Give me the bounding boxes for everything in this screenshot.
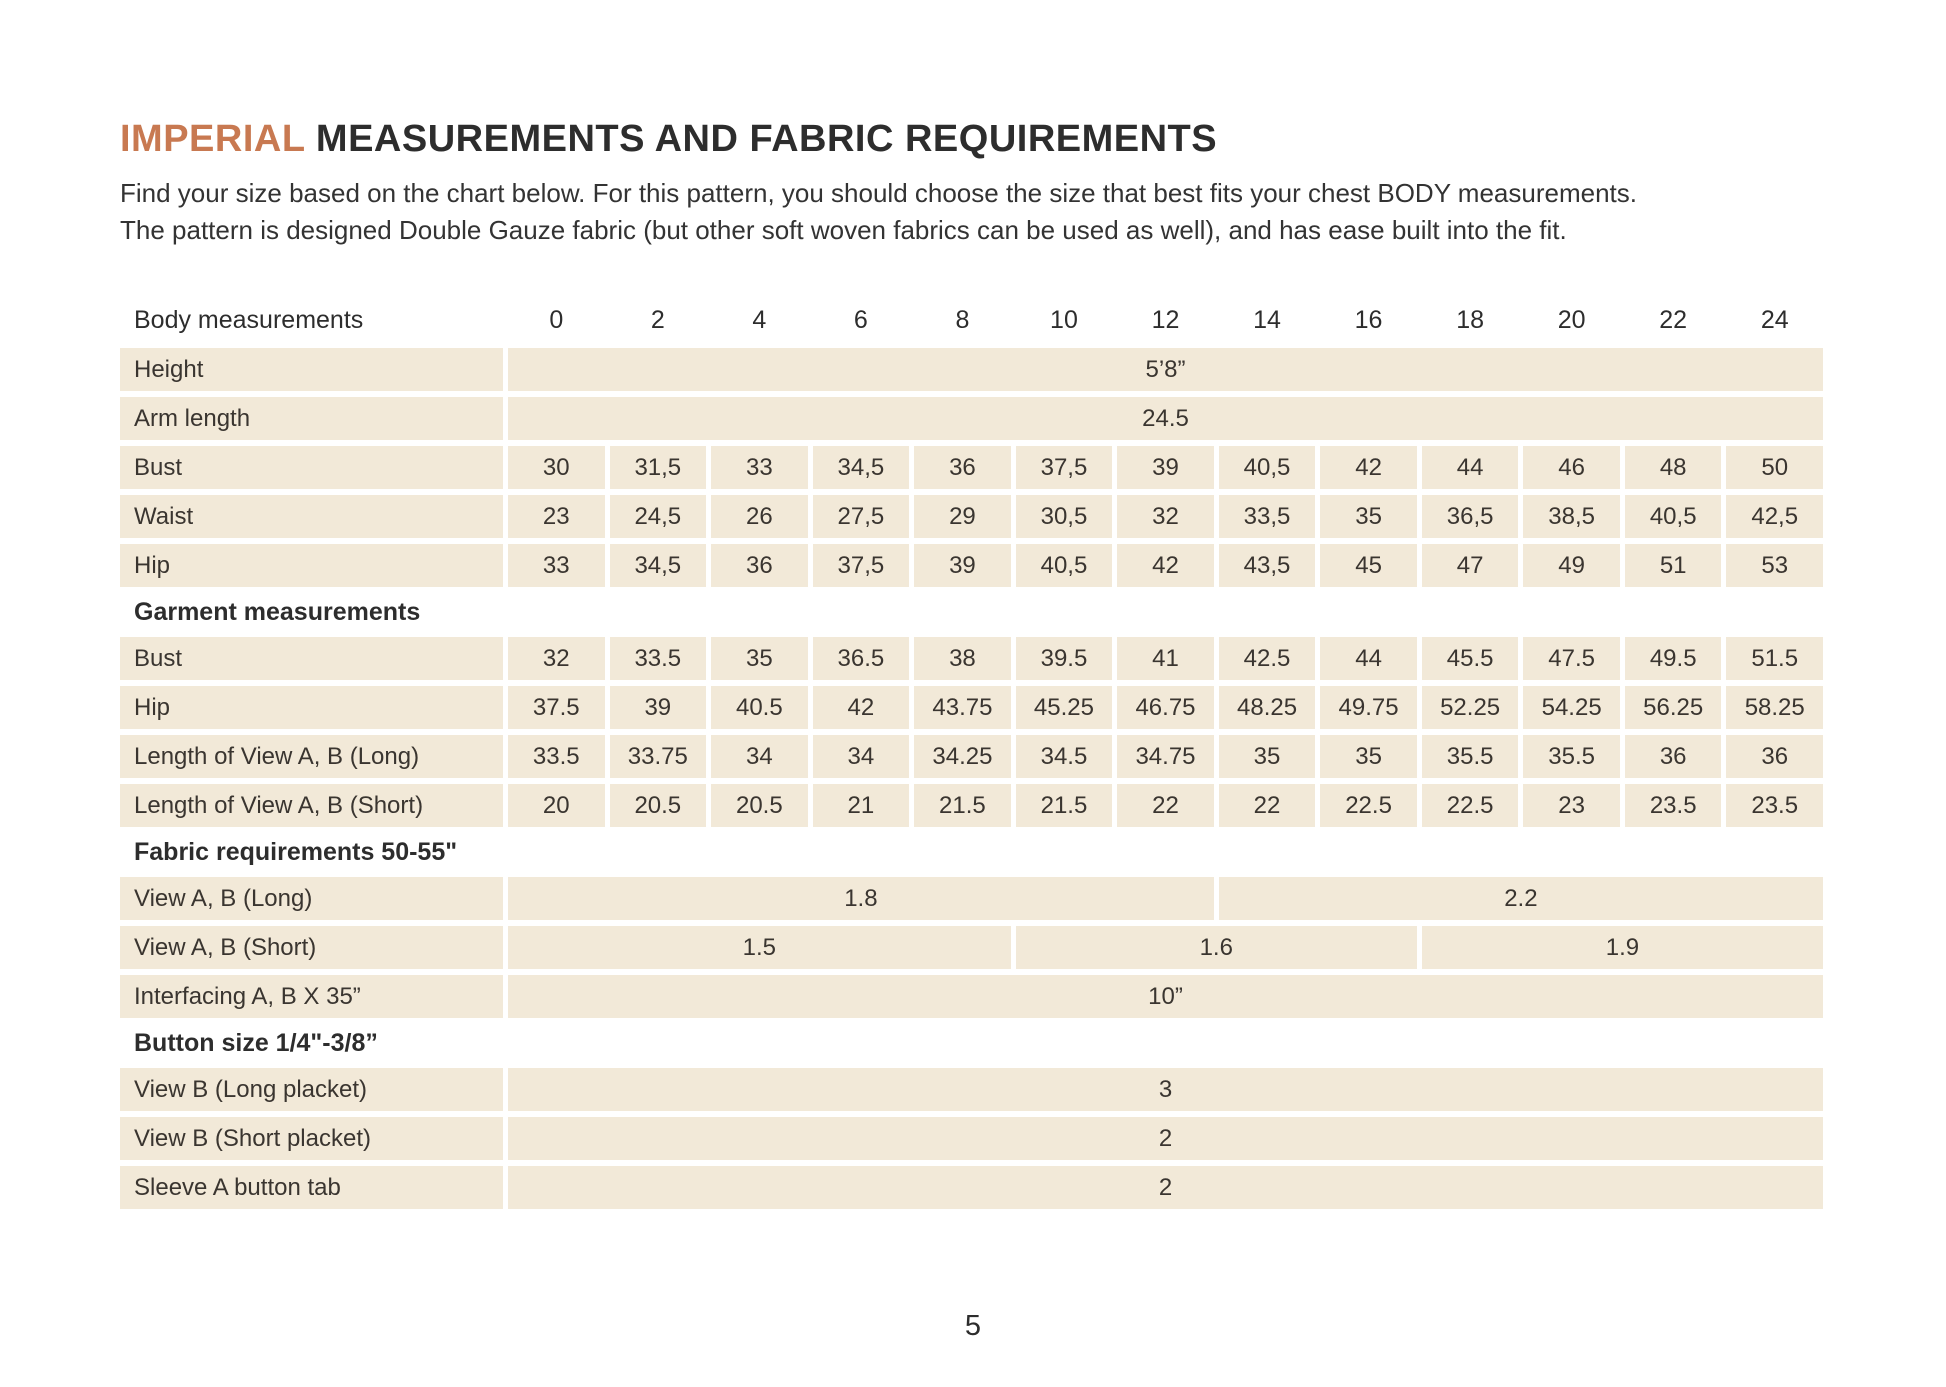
value-cell: 39 (610, 686, 707, 729)
value-cell: 1.8 (508, 877, 1214, 920)
row-label: View A, B (Short) (120, 926, 503, 969)
value-cell: 2 (508, 1117, 1823, 1160)
value-cell: 40,5 (1016, 544, 1113, 587)
value-cell: 1.6 (1016, 926, 1417, 969)
value-cell: 22.5 (1320, 784, 1417, 827)
value-cell: 24,5 (610, 495, 707, 538)
value-cell: 37,5 (813, 544, 910, 587)
value-cell: 43,5 (1219, 544, 1316, 587)
value-cell: 22 (1117, 784, 1214, 827)
row-label: Length of View A, B (Short) (120, 784, 503, 827)
value-cell: 1.5 (508, 926, 1011, 969)
row-label: Arm length (120, 397, 503, 440)
value-cell: 44 (1422, 446, 1519, 489)
value-cell: 36 (1726, 735, 1823, 778)
value-cell: 30,5 (1016, 495, 1113, 538)
value-cell: 32 (508, 637, 605, 680)
value-cell: 10” (508, 975, 1823, 1018)
value-cell: 26 (711, 495, 808, 538)
row-label: Bust (120, 637, 503, 680)
value-cell: 23 (1523, 784, 1620, 827)
size-header-cell: 18 (1422, 299, 1519, 342)
page-title-rest: MEASUREMENTS AND FABRIC REQUIREMENTS (304, 118, 1218, 160)
value-cell: 40,5 (1625, 495, 1722, 538)
value-cell: 21 (813, 784, 910, 827)
value-cell: 33 (711, 446, 808, 489)
intro-paragraph (120, 175, 1826, 249)
row-label: View B (Long placket) (120, 1068, 503, 1111)
value-cell: 36,5 (1422, 495, 1519, 538)
value-cell: 45.5 (1422, 637, 1519, 680)
size-header-cell: 4 (711, 299, 808, 342)
table-header-label: Body measurements (120, 299, 503, 342)
value-cell: 33 (508, 544, 605, 587)
size-header-cell: 24 (1726, 299, 1823, 342)
value-cell: 34.75 (1117, 735, 1214, 778)
value-cell: 37,5 (1016, 446, 1113, 489)
value-cell: 47 (1422, 544, 1519, 587)
page-number: 5 (964, 1310, 982, 1342)
value-cell: 22 (1219, 784, 1316, 827)
value-cell: 21.5 (914, 784, 1011, 827)
intro-line-1: Find your size based on the chart below. For this pattern, you should choose the size that best fits your chest BODY measurements. (120, 178, 1637, 208)
value-cell: 36.5 (813, 637, 910, 680)
value-cell: 53 (1726, 544, 1823, 587)
value-cell: 49.75 (1320, 686, 1417, 729)
size-header-cell: 8 (914, 299, 1011, 342)
value-cell: 52.25 (1422, 686, 1519, 729)
value-cell: 23 (508, 495, 605, 538)
value-cell: 42,5 (1726, 495, 1823, 538)
value-cell: 35.5 (1422, 735, 1519, 778)
value-cell: 23.5 (1726, 784, 1823, 827)
value-cell: 31,5 (610, 446, 707, 489)
value-cell: 34,5 (610, 544, 707, 587)
value-cell: 43.75 (914, 686, 1011, 729)
value-cell: 3 (508, 1068, 1823, 1111)
row-label: Bust (120, 446, 503, 489)
row-label: Height (120, 348, 503, 391)
value-cell: 35 (711, 637, 808, 680)
value-cell: 51 (1625, 544, 1722, 587)
value-cell: 35 (1320, 735, 1417, 778)
value-cell: 21.5 (1016, 784, 1113, 827)
value-cell: 22.5 (1422, 784, 1519, 827)
section-header: Fabric requirements 50-55" (120, 833, 1823, 871)
size-header-cell: 0 (508, 299, 605, 342)
value-cell: 49 (1523, 544, 1620, 587)
size-header-cell: 10 (1016, 299, 1113, 342)
value-cell: 20.5 (610, 784, 707, 827)
value-cell: 34.25 (914, 735, 1011, 778)
row-label: Waist (120, 495, 503, 538)
row-label: Hip (120, 686, 503, 729)
size-header-cell: 14 (1219, 299, 1316, 342)
size-header-cell: 16 (1320, 299, 1417, 342)
value-cell: 54.25 (1523, 686, 1620, 729)
value-cell: 36 (914, 446, 1011, 489)
row-label: Length of View A, B (Long) (120, 735, 503, 778)
section-header: Garment measurements (120, 593, 1823, 631)
row-label: Sleeve A button tab (120, 1166, 503, 1209)
value-cell: 33,5 (1219, 495, 1316, 538)
value-cell: 34.5 (1016, 735, 1113, 778)
size-header-cell: 2 (610, 299, 707, 342)
value-cell: 34,5 (813, 446, 910, 489)
value-cell: 34 (813, 735, 910, 778)
value-cell: 58.25 (1726, 686, 1823, 729)
value-cell: 46.75 (1117, 686, 1214, 729)
value-cell: 2 (508, 1166, 1823, 1209)
value-cell: 56.25 (1625, 686, 1722, 729)
value-cell: 37.5 (508, 686, 605, 729)
value-cell: 35.5 (1523, 735, 1620, 778)
value-cell: 1.9 (1422, 926, 1823, 969)
value-cell: 51.5 (1726, 637, 1823, 680)
value-cell: 45 (1320, 544, 1417, 587)
value-cell: 41 (1117, 637, 1214, 680)
value-cell: 36 (711, 544, 808, 587)
value-cell: 36 (1625, 735, 1722, 778)
page-title (120, 118, 1826, 161)
value-cell: 24.5 (508, 397, 1823, 440)
value-cell: 23.5 (1625, 784, 1722, 827)
value-cell: 39 (914, 544, 1011, 587)
page-title-highlight: IMPERIAL (120, 118, 305, 160)
value-cell: 49.5 (1625, 637, 1722, 680)
size-header-cell: 6 (813, 299, 910, 342)
intro-line-2: The pattern is designed Double Gauze fabric (but other soft woven fabrics can be used as well), and has ease built into the fit. (120, 215, 1567, 245)
size-header-cell: 20 (1523, 299, 1620, 342)
value-cell: 42 (1320, 446, 1417, 489)
value-cell: 20.5 (711, 784, 808, 827)
value-cell: 42 (813, 686, 910, 729)
value-cell: 30 (508, 446, 605, 489)
section-header: Button size 1/4"-3/8” (120, 1024, 1823, 1062)
value-cell: 35 (1320, 495, 1417, 538)
value-cell: 39 (1117, 446, 1214, 489)
value-cell: 38 (914, 637, 1011, 680)
value-cell: 40,5 (1219, 446, 1316, 489)
size-table (120, 299, 1823, 1209)
value-cell: 48 (1625, 446, 1722, 489)
value-cell: 33.5 (508, 735, 605, 778)
row-label: Interfacing A, B X 35” (120, 975, 503, 1018)
size-header-cell: 12 (1117, 299, 1214, 342)
value-cell: 42 (1117, 544, 1214, 587)
value-cell: 33.75 (610, 735, 707, 778)
value-cell: 29 (914, 495, 1011, 538)
value-cell: 5’8” (508, 348, 1823, 391)
row-label: View B (Short placket) (120, 1117, 503, 1160)
value-cell: 32 (1117, 495, 1214, 538)
value-cell: 27,5 (813, 495, 910, 538)
value-cell: 42.5 (1219, 637, 1316, 680)
value-cell: 34 (711, 735, 808, 778)
size-header-cell: 22 (1625, 299, 1722, 342)
row-label: Hip (120, 544, 503, 587)
value-cell: 50 (1726, 446, 1823, 489)
value-cell: 35 (1219, 735, 1316, 778)
value-cell: 33.5 (610, 637, 707, 680)
row-label: View A, B (Long) (120, 877, 503, 920)
value-cell: 46 (1523, 446, 1620, 489)
value-cell: 38,5 (1523, 495, 1620, 538)
value-cell: 40.5 (711, 686, 808, 729)
value-cell: 2.2 (1219, 877, 1823, 920)
value-cell: 47.5 (1523, 637, 1620, 680)
value-cell: 48.25 (1219, 686, 1316, 729)
value-cell: 39.5 (1016, 637, 1113, 680)
value-cell: 45.25 (1016, 686, 1113, 729)
value-cell: 20 (508, 784, 605, 827)
value-cell: 44 (1320, 637, 1417, 680)
